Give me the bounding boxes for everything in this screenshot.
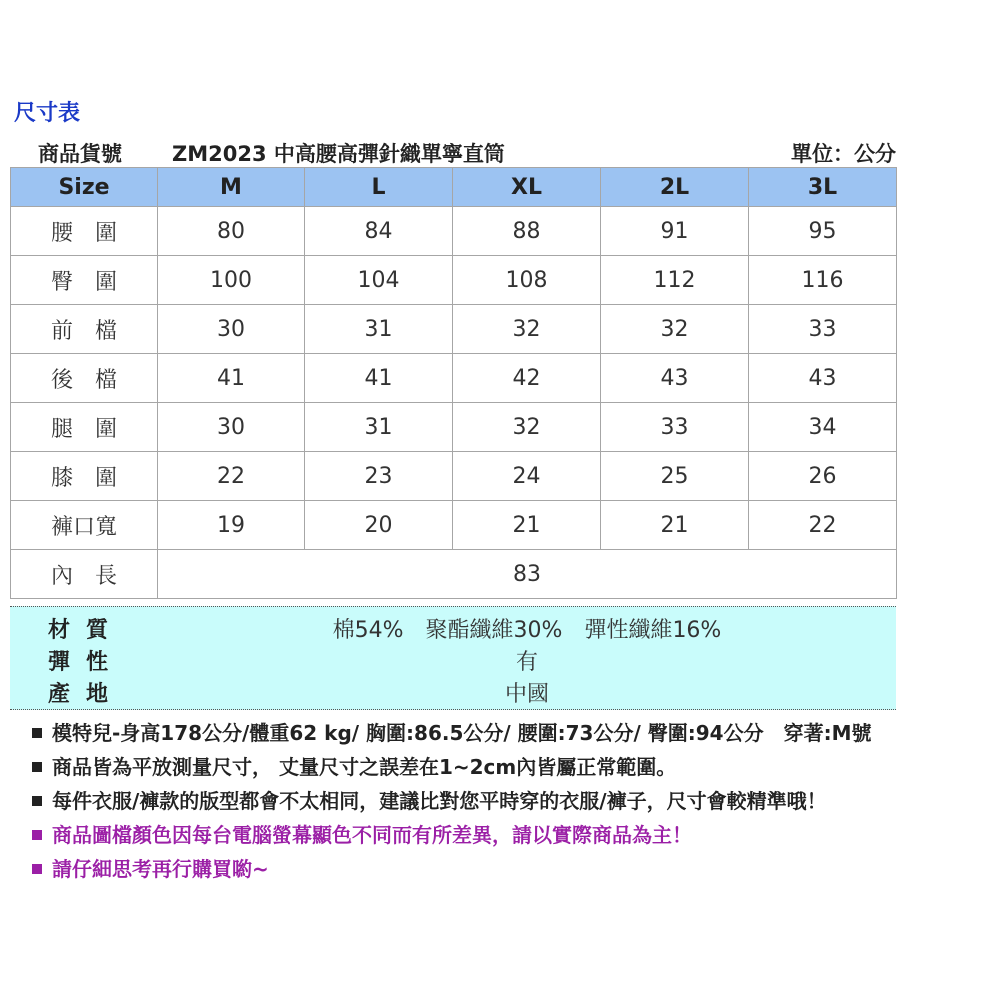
square-bullet-icon <box>32 728 42 738</box>
size-header-row <box>11 168 897 207</box>
table-cell: 116 <box>749 256 897 305</box>
header-xl: XL <box>453 168 601 207</box>
table-cell: 32 <box>453 305 601 354</box>
table-cell: 108 <box>453 256 601 305</box>
row-label: 前 檔 <box>11 305 158 354</box>
table-cell: 43 <box>601 354 749 403</box>
list-item <box>32 752 871 786</box>
table-cell: 33 <box>601 403 749 452</box>
table-cell: 21 <box>601 501 749 550</box>
table-cell: 26 <box>749 452 897 501</box>
table-cell: 91 <box>601 207 749 256</box>
stretch-row <box>10 645 896 677</box>
header-m: M <box>158 168 305 207</box>
table-cell: 19 <box>158 501 305 550</box>
note-text: 每件衣服/褲款的版型都會不太相同，建議比對您平時穿的衣服/褲子，尺寸會較精準哦！ <box>52 789 827 813</box>
table-cell: 84 <box>305 207 453 256</box>
table-cell: 80 <box>158 207 305 256</box>
table-cell: 33 <box>749 305 897 354</box>
table-row-inseam <box>11 550 897 599</box>
row-label: 腰 圍 <box>11 207 158 256</box>
list-item <box>32 786 871 820</box>
unit-label: 單位：公分 <box>791 142 896 166</box>
square-bullet-icon <box>32 762 42 772</box>
stretch-label: 彈性 <box>48 650 125 675</box>
table-cell: 100 <box>158 256 305 305</box>
table-cell: 31 <box>305 305 453 354</box>
list-item <box>32 820 871 854</box>
table-row <box>11 305 897 354</box>
table-cell: 104 <box>305 256 453 305</box>
table-cell: 23 <box>305 452 453 501</box>
fabric-value: 棉54% 聚酯纖維30% 彈性纖維16% <box>332 618 722 643</box>
row-label: 膝 圍 <box>11 452 158 501</box>
table-cell: 22 <box>749 501 897 550</box>
list-item <box>32 718 871 752</box>
table-cell: 95 <box>749 207 897 256</box>
material-section <box>10 606 896 710</box>
table-cell: 43 <box>749 354 897 403</box>
table-cell: 88 <box>453 207 601 256</box>
square-bullet-icon <box>32 864 42 874</box>
table-row <box>11 256 897 305</box>
table-cell: 34 <box>749 403 897 452</box>
square-bullet-icon <box>32 830 42 840</box>
table-cell: 41 <box>305 354 453 403</box>
table-cell: 30 <box>158 403 305 452</box>
row-label: 內 長 <box>11 550 158 599</box>
table-row <box>11 501 897 550</box>
table-cell: 31 <box>305 403 453 452</box>
table-cell: 32 <box>601 305 749 354</box>
table-cell: 22 <box>158 452 305 501</box>
origin-label: 產地 <box>48 682 125 707</box>
inseam-value: 83 <box>158 550 897 599</box>
table-cell: 112 <box>601 256 749 305</box>
origin-value: 中國 <box>504 682 549 707</box>
header-3l: 3L <box>749 168 897 207</box>
table-cell: 20 <box>305 501 453 550</box>
size-table <box>10 167 897 599</box>
table-cell: 41 <box>158 354 305 403</box>
table-cell: 24 <box>453 452 601 501</box>
row-label: 臀 圍 <box>11 256 158 305</box>
table-row <box>11 452 897 501</box>
header-l: L <box>305 168 453 207</box>
table-cell: 42 <box>453 354 601 403</box>
page-title: 尺寸表 <box>14 101 81 126</box>
note-text: 請仔細思考再行購買喲~ <box>52 857 269 881</box>
table-cell: 30 <box>158 305 305 354</box>
fabric-row <box>10 613 896 645</box>
product-line <box>10 138 896 166</box>
product-code-name: ZM2023 中高腰高彈針織單寧直筒 <box>172 142 505 166</box>
origin-row <box>10 677 896 709</box>
table-row <box>11 207 897 256</box>
table-cell: 32 <box>453 403 601 452</box>
table-row <box>11 403 897 452</box>
square-bullet-icon <box>32 796 42 806</box>
header-size: Size <box>11 168 158 207</box>
row-label: 褲口寬 <box>11 501 158 550</box>
header-2l: 2L <box>601 168 749 207</box>
product-code-label: 商品貨號 <box>38 142 122 166</box>
table-row <box>11 354 897 403</box>
stretch-value: 有 <box>515 650 538 675</box>
row-label: 後 檔 <box>11 354 158 403</box>
row-label: 腿 圍 <box>11 403 158 452</box>
note-text: 商品皆為平放測量尺寸， 丈量尺寸之誤差在1~2cm內皆屬正常範圍。 <box>52 755 677 779</box>
notes-list <box>32 718 871 888</box>
list-item <box>32 854 871 888</box>
fabric-label: 材質 <box>48 618 125 643</box>
note-text: 商品圖檔顏色因每台電腦螢幕顯色不同而有所差異，請以實際商品為主！ <box>52 823 692 847</box>
table-cell: 25 <box>601 452 749 501</box>
note-text: 模特兒-身高178公分/體重62 kg/ 胸圍:86.5公分/ 腰圍:73公分/ 臀圍:94公分 穿著:M號 <box>52 721 872 745</box>
table-cell: 21 <box>453 501 601 550</box>
